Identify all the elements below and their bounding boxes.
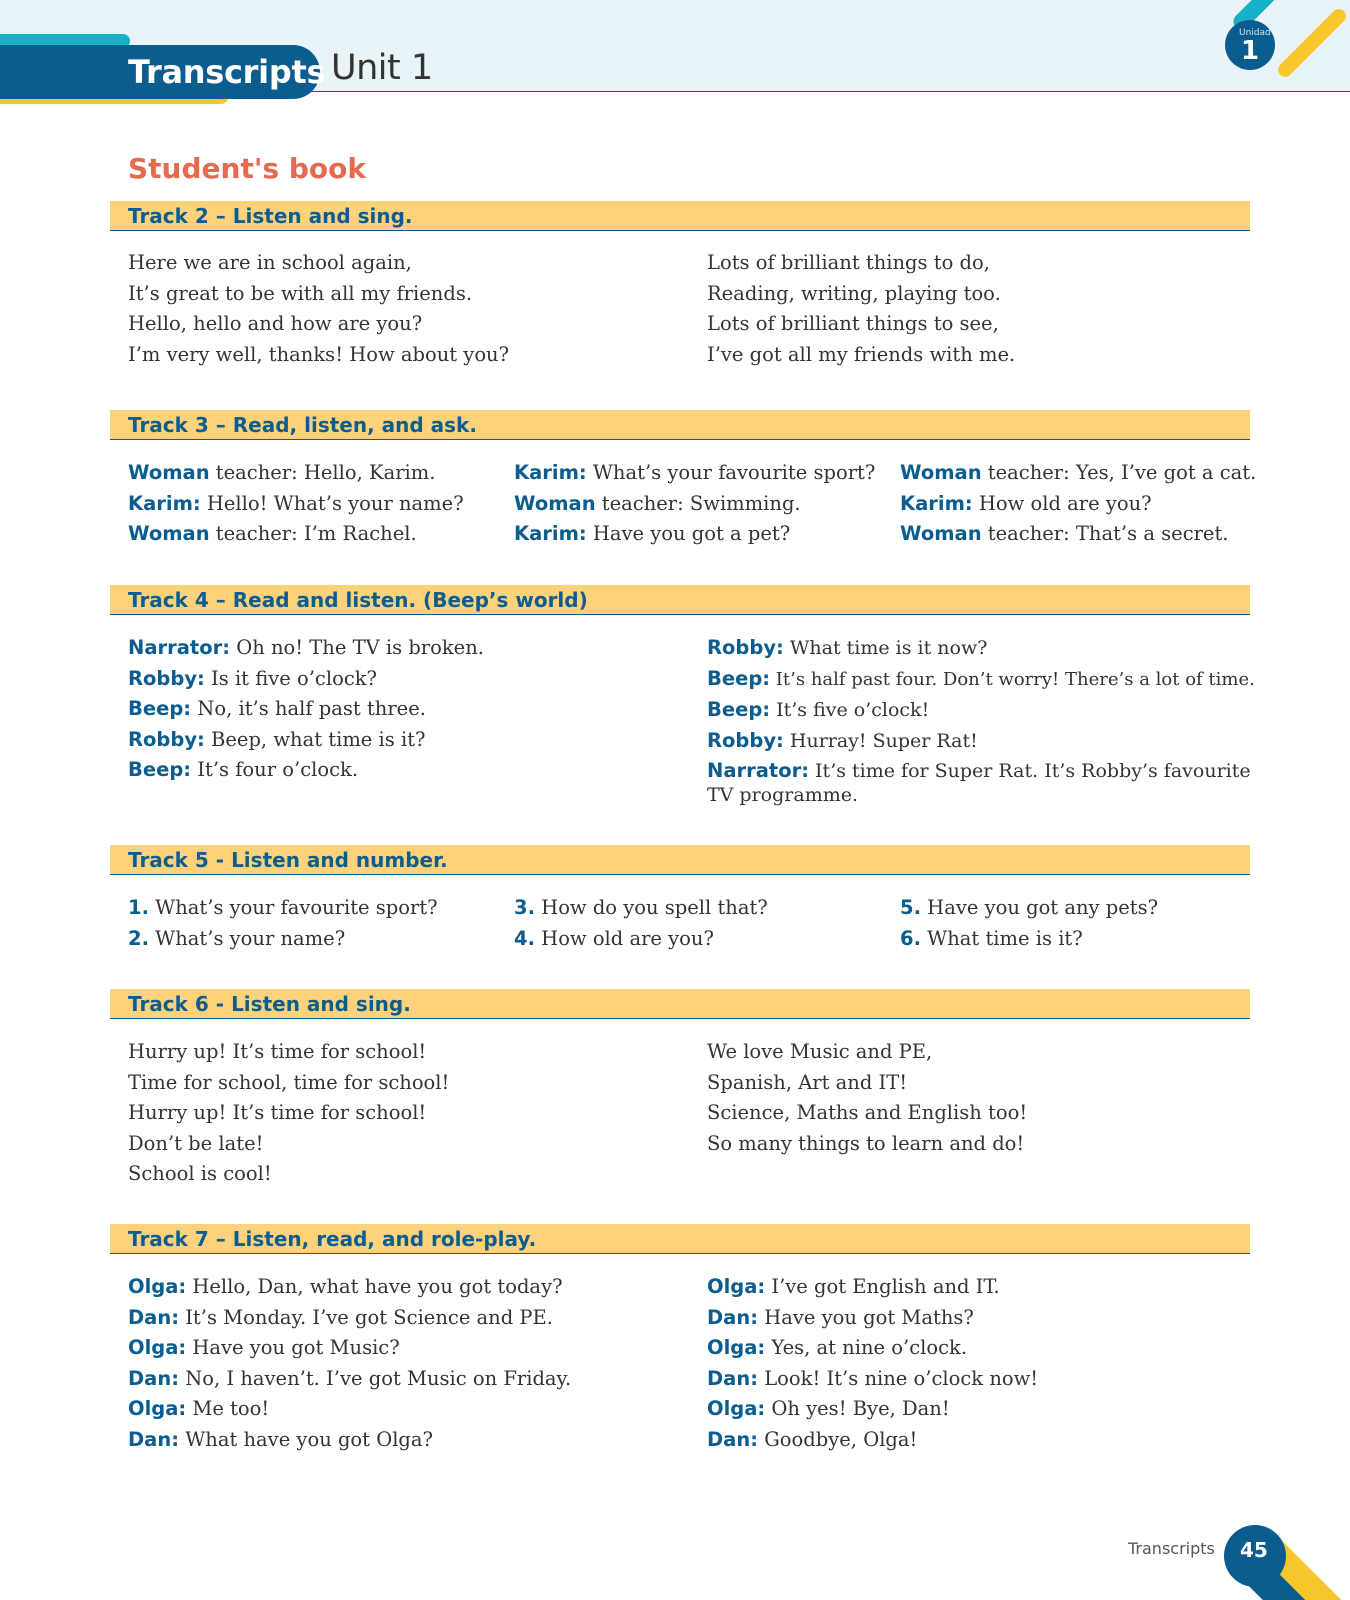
dialogue-line [707,1272,1247,1303]
dialogue-line [707,1394,1247,1425]
lyric-line: I’ve got all my friends with me. [707,342,1016,366]
lyric-line: Time for school, time for school! [128,1070,450,1094]
speaker-name: Robby: [128,727,205,751]
dialogue-text: Hello! What’s your name? [200,491,464,515]
lyric-line: It’s great to be with all my friends. [128,281,473,305]
track-6-right-column [707,1037,1247,1159]
item-number: 4. [514,926,535,950]
numbered-item [128,924,498,955]
dialogue-line [128,458,498,489]
numbered-item [900,893,1250,924]
lyric-line: Hello, hello and how are you? [128,312,423,335]
dialogue-line [128,633,688,664]
dialogue-text: Oh no! The TV is broken. [230,636,484,659]
lyric-line: Lots of brilliant things to see, [707,312,999,335]
dialogue-line [707,1364,1247,1395]
dialogue-text: No, it’s half past three. [191,697,426,720]
item-number: 1. [128,896,149,919]
dialogue-line [900,489,1250,520]
track-2-heading: Track 2 – Listen and sing. [110,201,1250,231]
page-number: 45 [1240,1538,1268,1562]
dialogue-text: What time is it now? [783,637,988,659]
speaker-name: Dan: [707,1427,759,1451]
dialogue-text: It’s half past four. Don’t worry! There’s a lot of time. [770,668,1255,690]
dialogue-line [707,726,1252,757]
dialogue-text: Is it five o’clock? [204,666,378,690]
track-4-heading: Track 4 – Read and listen. (Beep’s world) [110,585,1250,615]
dialogue-line [514,458,884,489]
dialogue-text: Have you got a pet? [586,522,791,545]
speaker-name: Olga: [128,1336,187,1359]
lyric-line: Spanish, Art and IT! [707,1070,908,1094]
lyric-line: Hurry up! It’s time for school! [128,1101,427,1124]
footer-label: Transcripts [1128,1539,1215,1558]
speaker-name: Woman [900,522,982,545]
dialogue-line [128,664,688,695]
dialogue-text: I’ve got English and IT. [765,1275,1000,1298]
speaker-name: Woman [514,491,596,515]
dialogue-text: No, I haven’t. I’ve got Music on Friday. [179,1366,572,1390]
lyric-line: Don’t be late! [128,1131,264,1155]
dialogue-line [707,1425,1247,1456]
speaker-name: Narrator: [128,636,231,659]
speaker-name: Dan: [707,1305,759,1329]
lyric-line: So many things to learn and do! [707,1131,1025,1155]
dialogue-text: Me too! [186,1397,270,1420]
dialogue-line [128,1303,688,1334]
dialogue-text: It’s four o’clock. [191,758,359,781]
speaker-name: Karim: [128,491,201,515]
numbered-item [514,893,884,924]
track-2-right-column [707,248,1247,370]
track-3-heading: Track 3 – Read, listen, and ask. [110,410,1250,440]
track-5-column-3 [900,893,1250,954]
speaker-name: Olga: [707,1397,766,1420]
badge-number: 1 [1241,36,1260,66]
dialogue-line [128,1425,688,1456]
speaker-name: Beep: [707,698,771,721]
item-number: 2. [128,926,149,950]
numbered-item [128,893,498,924]
item-number: 6. [900,926,921,950]
lyric-line: I’m very well, thanks! How about you? [128,342,510,366]
track-5-column-1 [128,893,498,954]
item-text: How do you spell that? [534,896,768,919]
dialogue-line [128,1333,688,1364]
dialogue-line [514,489,884,520]
item-text: What time is it? [920,926,1083,950]
lyric-line: Reading, writing, playing too. [707,281,1001,305]
dialogue-text: Beep, what time is it? [204,727,426,751]
track-2-left-column [128,248,688,370]
dialogue-line [514,519,884,550]
speaker-name: Karim: [514,522,587,545]
speaker-name: Robby: [128,666,205,690]
dialogue-line [128,489,498,520]
track-3-column-3 [900,458,1257,550]
dialogue-text: Have you got Music? [186,1336,400,1359]
speaker-name: Olga: [707,1275,766,1298]
dialogue-text: teacher: Yes, I’ve got a cat. [981,461,1257,484]
speaker-name: Narrator: [707,759,810,782]
speaker-name: Dan: [128,1366,180,1390]
dialogue-line [707,1333,1247,1364]
dialogue-text: Look! It’s nine o’clock now! [758,1366,1039,1390]
track-4-right-column [707,633,1255,807]
item-text: How old are you? [534,926,714,950]
lyric-line: Science, Maths and English too! [707,1101,1028,1124]
dialogue-text: What have you got Olga? [179,1427,433,1451]
track-7-heading: Track 7 – Listen, read, and role-play. [110,1224,1250,1254]
dialogue-text: What’s your favourite sport? [586,461,876,484]
lyric-line: School is cool! [128,1162,272,1185]
item-text: What’s your name? [148,926,346,950]
lyric-line: Lots of brilliant things to do, [707,251,990,274]
speaker-name: Woman [128,522,210,545]
dialogue-text: teacher: I’m Rachel. [209,522,417,545]
dialogue-line [707,1303,1247,1334]
dialogue-line [707,664,1255,696]
lyric-line: We love Music and PE, [707,1040,933,1063]
speaker-name: Olga: [707,1336,766,1359]
item-number: 5. [900,896,921,919]
speaker-name: Woman [900,461,982,484]
dialogue-line [128,755,688,786]
track-5-column-2 [514,893,884,954]
dialogue-line [128,1394,688,1425]
track-6-left-column [128,1037,688,1190]
dialogue-text: How old are you? [972,491,1152,515]
unit-badge [1225,0,1350,92]
section-title: Student's book [128,152,366,185]
speaker-name: Karim: [514,461,587,484]
track-3-column-1 [128,458,498,550]
dialogue-text: teacher: That’s a secret. [981,522,1229,545]
dialogue-text: It’s five o’clock! [770,699,930,721]
speaker-name: Robby: [707,728,784,752]
dialogue-text: Have you got Maths? [758,1305,974,1329]
speaker-name: Beep: [707,666,771,690]
dialogue-text: It’s time for Super Rat. It’s Robby’s favourite TV programme. [707,760,1251,806]
item-text: Have you got any pets? [920,896,1159,919]
unit-label: Unit 1 [331,48,433,88]
speaker-name: Dan: [128,1305,180,1329]
lyric-line: Here we are in school again, [128,251,412,274]
dialogue-line [707,695,1252,726]
lyric-line: Hurry up! It’s time for school! [128,1040,427,1063]
track-7-left-column [128,1272,688,1455]
dialogue-text: Hello, Dan, what have you got today? [186,1275,563,1298]
track-7-right-column [707,1272,1247,1455]
dialogue-line [707,633,1252,664]
speaker-name: Robby: [707,636,784,659]
page-title: Transcripts [128,53,326,91]
dialogue-text: teacher: Swimming. [595,491,801,515]
dialogue-text: Oh yes! Bye, Dan! [765,1397,950,1420]
dialogue-line [900,519,1250,550]
track-3-column-2 [514,458,884,550]
speaker-name: Karim: [900,491,973,515]
dialogue-text: Hurray! Super Rat! [783,729,978,752]
dialogue-line [128,725,688,756]
track-4-left-column [128,633,688,786]
dialogue-line [900,458,1257,489]
dialogue-line [707,756,1252,807]
dialogue-line [128,519,498,550]
dialogue-text: teacher: Hello, Karim. [209,461,436,484]
speaker-name: Beep: [128,758,192,781]
dialogue-line [128,1364,688,1395]
badge-small-label: Unidad [1239,28,1271,38]
speaker-name: Olga: [128,1275,187,1298]
speaker-name: Dan: [128,1427,180,1451]
page-number-badge [1210,1518,1350,1600]
numbered-item [514,924,884,955]
item-text: What’s your favourite sport? [148,896,438,919]
dialogue-text: Yes, at nine o’clock. [765,1336,968,1359]
speaker-name: Dan: [707,1366,759,1390]
track-5-heading: Track 5 - Listen and number. [110,845,1250,875]
numbered-item [900,924,1250,955]
item-number: 3. [514,896,535,919]
speaker-name: Beep: [128,697,192,720]
speaker-name: Olga: [128,1397,187,1420]
dialogue-text: It’s Monday. I’ve got Science and PE. [179,1305,553,1329]
speaker-name: Woman [128,461,210,484]
dialogue-text: Goodbye, Olga! [758,1427,918,1451]
track-6-heading: Track 6 - Listen and sing. [110,989,1250,1019]
badge-accent-yellow [1275,6,1349,80]
dialogue-line [128,1272,688,1303]
dialogue-line [128,694,688,725]
title-pill [0,45,326,99]
